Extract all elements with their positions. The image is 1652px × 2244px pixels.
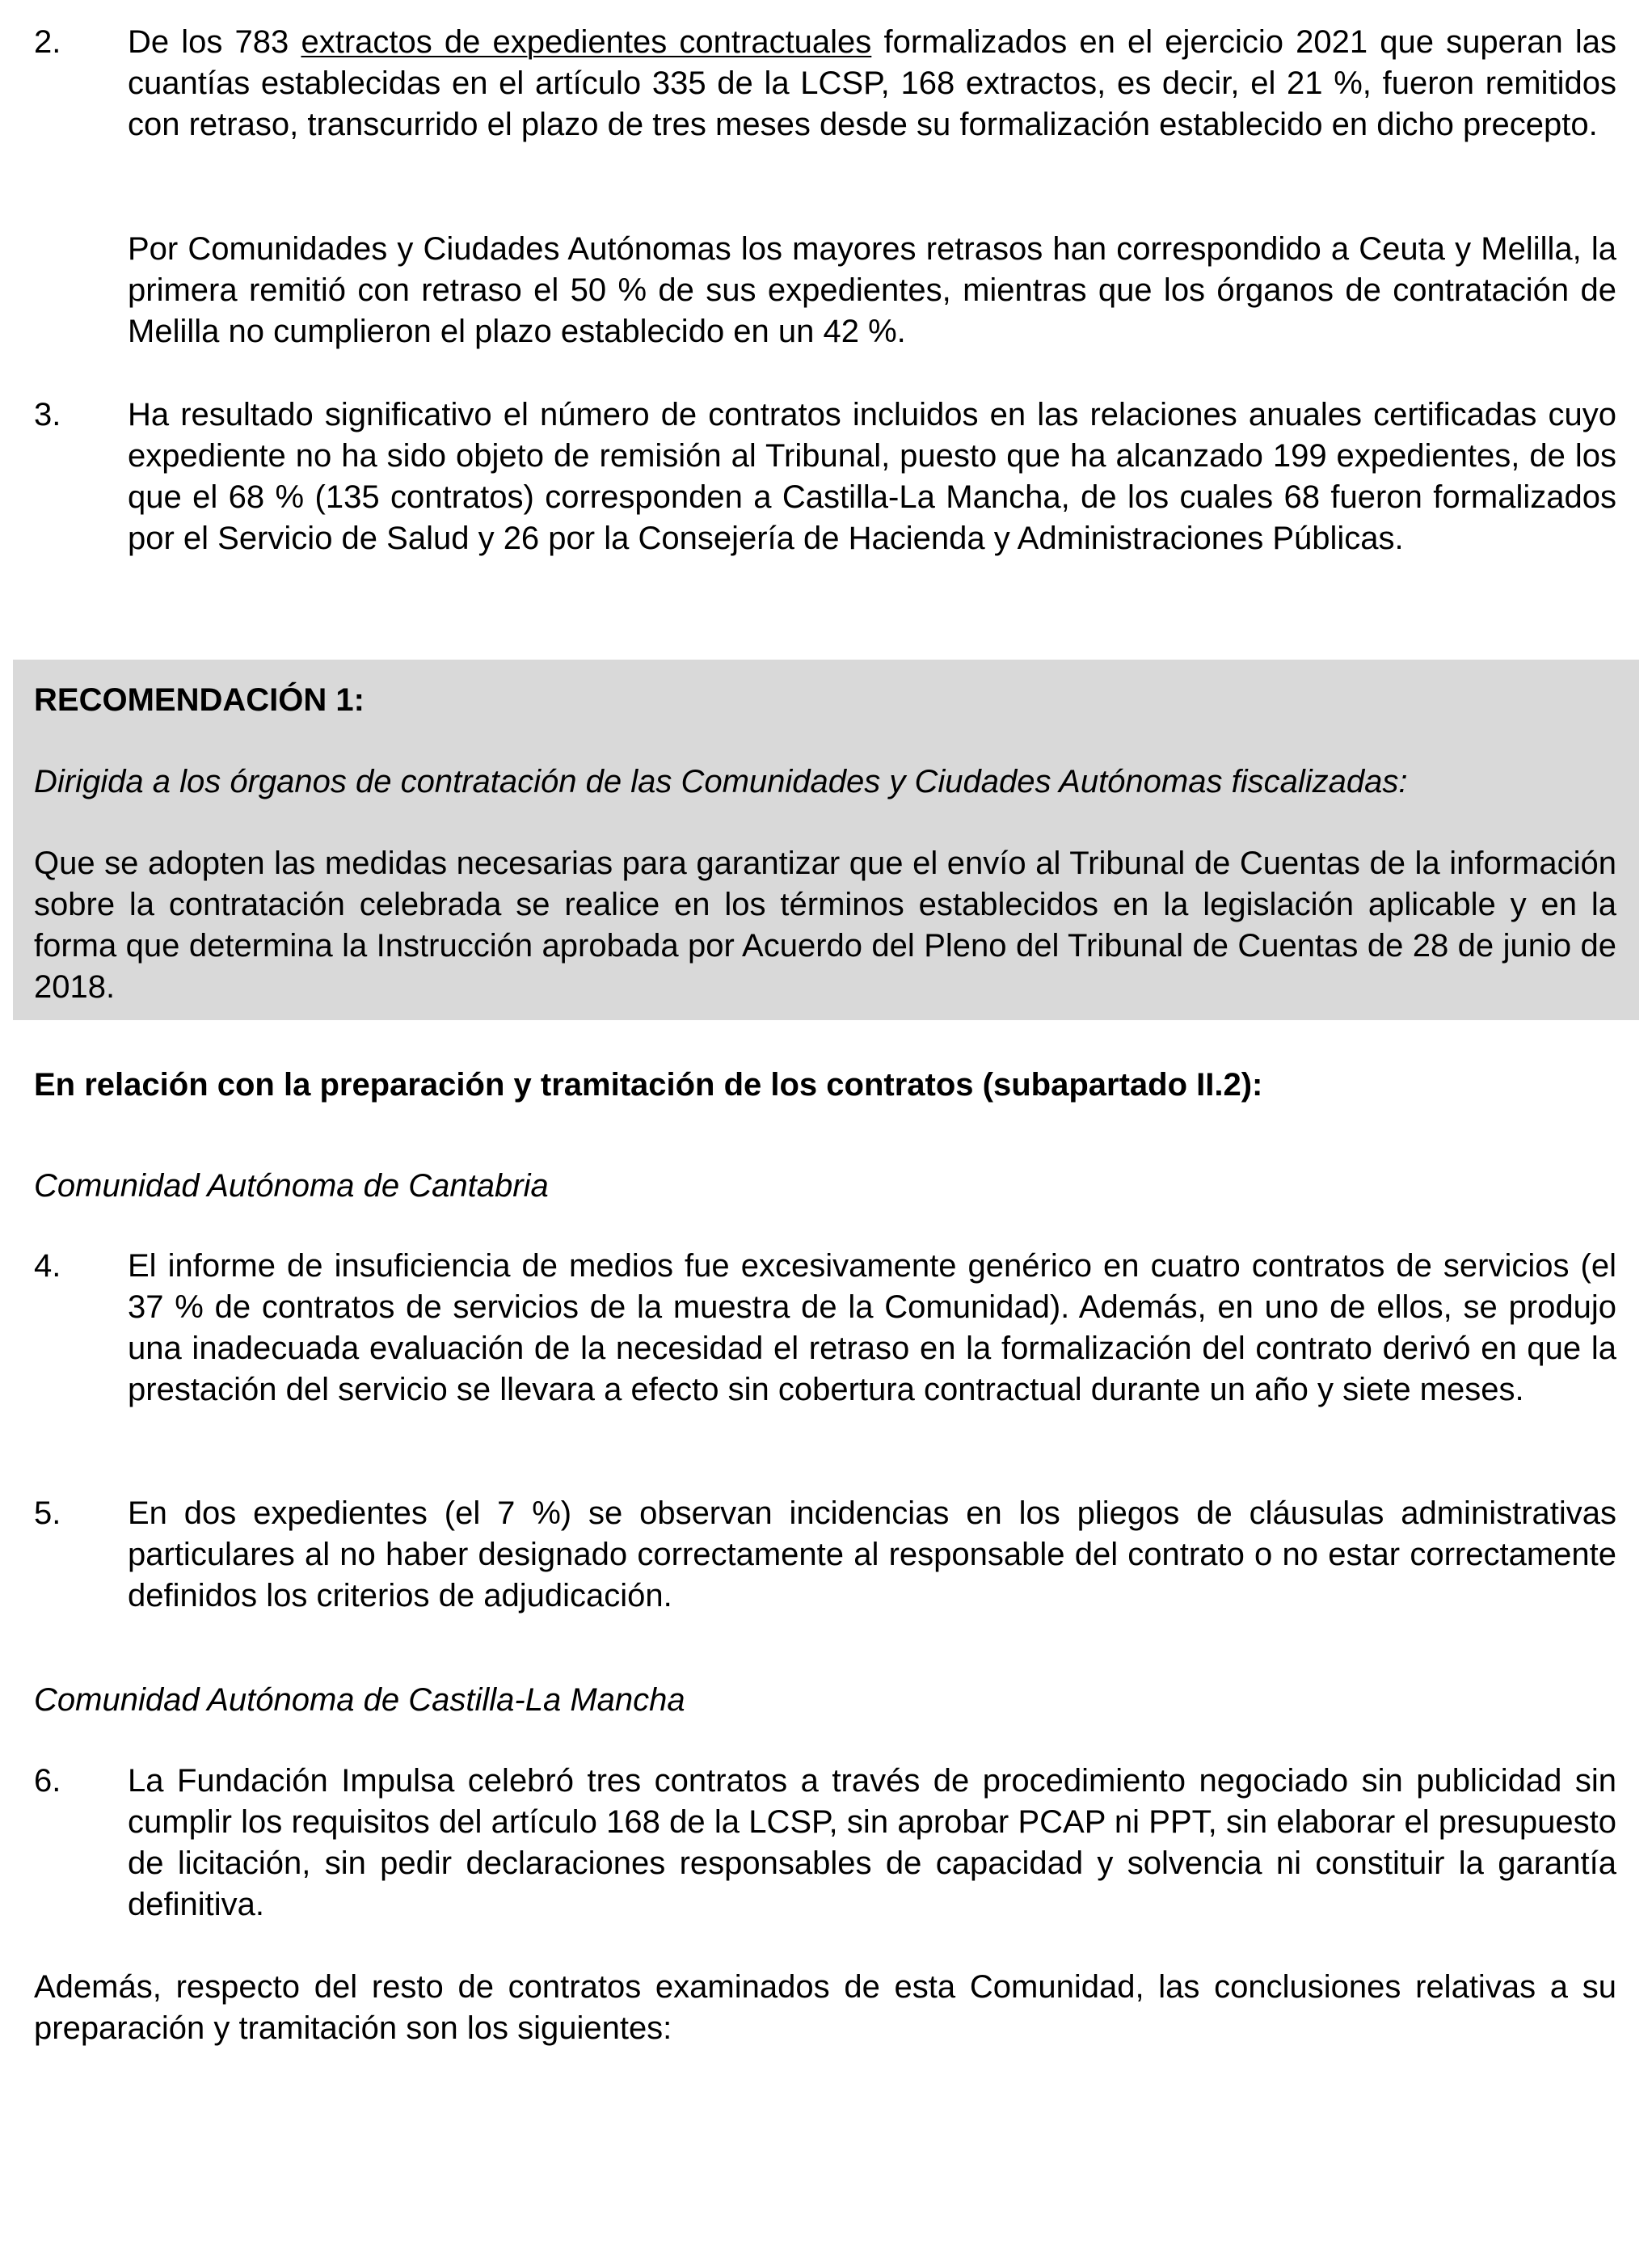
recommendation-text: Que se adopten las medidas necesarias para garantizar que el envío al Tribunal de Cuentas de la información sobre la contratación celebrada se realice en los términos establecidos en la legislación aplicable y en la forma que determina la Instrucción aprobada por Acuerdo del Pleno del Tribunal de Cuentas de 28 de junio de 2018. [34, 846, 1616, 1005]
item-number: 4. [34, 1248, 61, 1284]
region-heading-cantabria: Comunidad Autónoma de Cantabria [34, 1168, 549, 1204]
closing-paragraph: Además, respecto del resto de contratos examinados de esta Comunidad, las conclusiones relativas a su preparación y tramitación son los siguientes: [34, 1969, 1616, 2046]
item-paragraph: Ha resultado significativo el número de contratos incluidos en las relaciones anuales certificadas cuyo expediente no ha sido objeto de remisión al Tribunal, puesto que ha alcanzado 199 expedientes, de los que el 68 % (135 contratos) corresponden a Castilla-La Mancha, de los cuales 68 fueron formalizados por el Servicio de Salud y 26 por la Consejería de Hacienda y Administraciones Públicas. [128, 397, 1616, 556]
item-number: 6. [34, 1763, 61, 1799]
item-paragraph: En dos expedientes (el 7 %) se observan incidencias en los pliegos de cláusulas administrativas particulares al no haber designado correctamente al responsable del contrato o no estar correctamente definidos los criterios de adjudicación. [128, 1495, 1616, 1613]
recommendation-addressee: Dirigida a los órganos de contratación de las Comunidades y Ciudades Autónomas fiscalizadas: [34, 764, 1408, 799]
item-paragraph: La Fundación Impulsa celebró tres contratos a través de procedimiento negociado sin publicidad sin cumplir los requisitos del artículo 168 de la LCSP, sin aprobar PCAP ni PPT, sin elaborar el presupuesto de licitación, sin pedir declaraciones responsables de capacidad y solvencia ni constituir la garantía definitiva. [128, 1763, 1616, 1922]
item-paragraph: El informe de insuficiencia de medios fue excesivamente genérico en cuatro contratos de servicios (el 37 % de contratos de servicios de la muestra de la Comunidad). Además, en uno de ellos, se produjo una inadecuada evaluación de la necesidad el retraso en la formalización del contrato derivó en que la prestación del servicio se llevara a efecto sin cobertura contractual durante un año y siete meses. [128, 1248, 1616, 1407]
region-heading-castilla-la-mancha: Comunidad Autónoma de Castilla-La Mancha [34, 1682, 685, 1718]
item-2-second-paragraph: Por Comunidades y Ciudades Autónomas los mayores retrasos han correspondido a Ceuta y Melilla, la primera remitió con retraso el 50 % de sus expedientes, mientras que los órganos de contratación de Melilla no cumplieron el plazo establecido en un 42 %. [128, 231, 1616, 349]
item-number: 2. [34, 24, 61, 60]
section-heading: En relación con la preparación y tramitación de los contratos (subapartado II.2): [34, 1067, 1263, 1103]
item-number: 5. [34, 1495, 61, 1531]
item-number: 3. [34, 397, 61, 432]
recommendation-title: RECOMENDACIÓN 1: [34, 682, 365, 718]
item-paragraph: De los 783 extractos de expedientes contractuales formalizados en el ejercicio 2021 que superan las cuantías establecidas en el artículo 335 de la LCSP, 168 extractos, es decir, el 21 %, fueron remitidos con retraso, transcurrido el plazo de tres meses desde su formalización establecido en dicho precepto. [128, 24, 1617, 142]
underlined-text: extractos de expedientes contractuales [301, 24, 872, 60]
